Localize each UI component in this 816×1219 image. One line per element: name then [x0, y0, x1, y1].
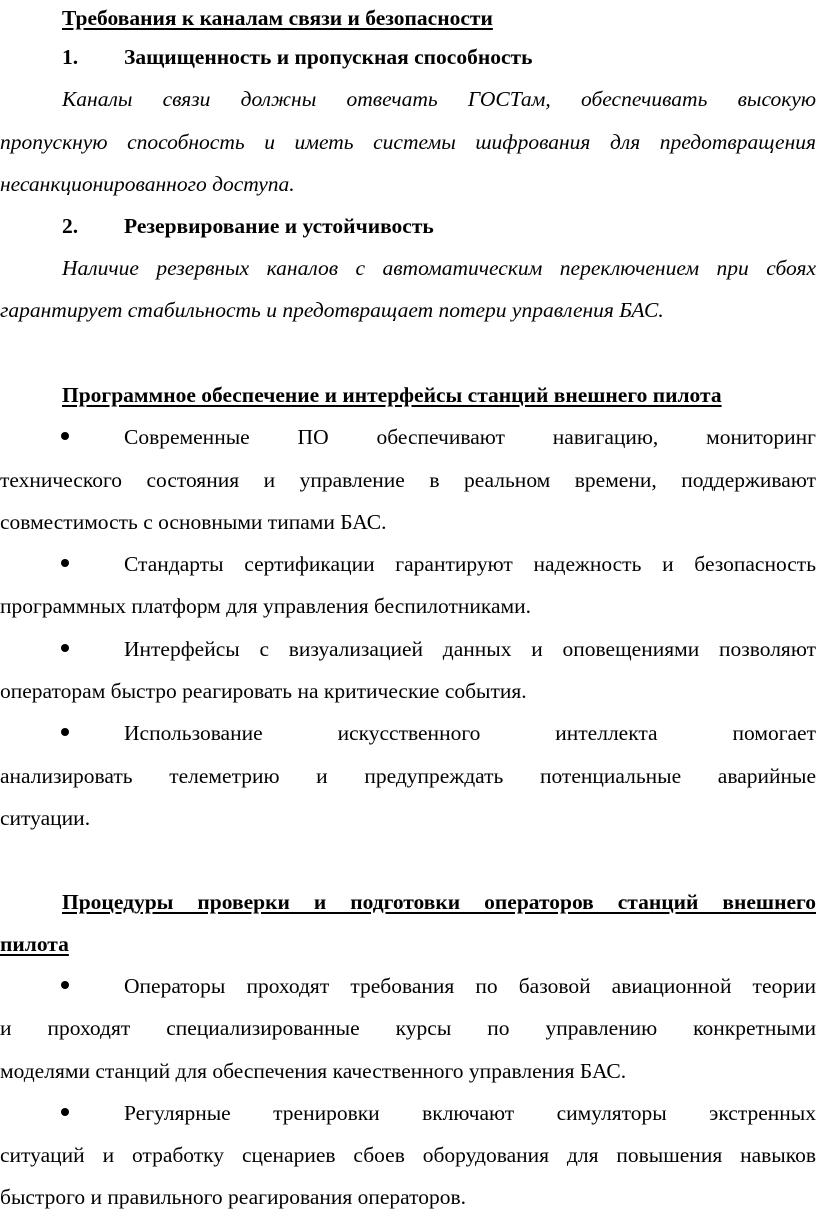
bullet-line: анализировать телеметрию и предупреждать потенциальные аварийные [0, 764, 816, 788]
bullet-line: Современные ПО обеспечивают навигацию, мониторинг [124, 425, 816, 449]
section-heading-text: Требования к каналам связи и безопасности [62, 6, 493, 30]
section-heading-software [62, 380, 816, 410]
section-heading-text: Процедуры проверки и подготовки операторов станций внешнего [62, 890, 816, 914]
section-heading-text: Программное обеспечение и интерфейсы станций внешнего пилота [62, 383, 722, 407]
bullet-icon [58, 422, 72, 452]
bullet-line: технического состояния и управление в реальном времени, поддерживают [0, 468, 816, 492]
item-number: 2. [62, 214, 79, 238]
bullet-line: Регулярные тренировки включают симуляторы экстренных [124, 1101, 816, 1125]
section-heading-procedures [62, 887, 816, 917]
bullet-icon [58, 634, 72, 664]
bullet-line: Интерфейсы с визуализацией данных и оповещениями позволяют [124, 637, 816, 661]
item-title: Защищенность и пропускная способность [124, 45, 533, 69]
bullet-line: ситуации. [0, 806, 91, 830]
bullet-icon [58, 718, 72, 748]
paragraph-line: Наличие резервных каналов с автоматическим переключением при сбоях [62, 256, 816, 280]
section-heading-channels [62, 3, 493, 33]
bullet-icon [58, 971, 72, 1001]
bullet-line: и проходят специализированные курсы по управлению конкретными [0, 1016, 816, 1040]
bullet-icon [58, 549, 72, 579]
item-title: Резервирование и устойчивость [124, 214, 434, 238]
bullet-line: Операторы проходят требования по базовой авиационной теории [124, 974, 816, 998]
bullet-line: быстрого и правильного реагирования операторов. [0, 1185, 467, 1209]
bullet-line: Стандарты сертификации гарантируют надежность и безопасность [124, 552, 816, 576]
section-heading-text: пилота [0, 932, 69, 956]
bullet-line: ситуаций и отработку сценариев сбоев оборудования для повышения навыков [0, 1143, 816, 1167]
bullet-line: Использование искусственного интеллекта помогает [124, 721, 816, 745]
bullet-icon [58, 1098, 72, 1128]
bullet-line: совместимость с основными типами БАС. [0, 510, 387, 534]
paragraph-line: несанкционированного доступа. [0, 172, 295, 196]
paragraph-line: Каналы связи должны отвечать ГОСТам, обеспечивать высокую [62, 87, 816, 111]
section-heading-procedures-cont [0, 929, 816, 959]
paragraph-line: пропускную способность и иметь системы шифрования для предотвращения [0, 130, 816, 154]
bullet-line: программных платформ для управления беспилотниками. [0, 594, 532, 618]
item-number: 1. [62, 45, 79, 69]
paragraph-line: гарантирует стабильность и предотвращает потери управления БАС. [0, 298, 664, 322]
bullet-line: моделями станций для обеспечения качественного управления БАС. [0, 1059, 627, 1083]
bullet-line: операторам быстро реагировать на критические события. [0, 679, 527, 703]
